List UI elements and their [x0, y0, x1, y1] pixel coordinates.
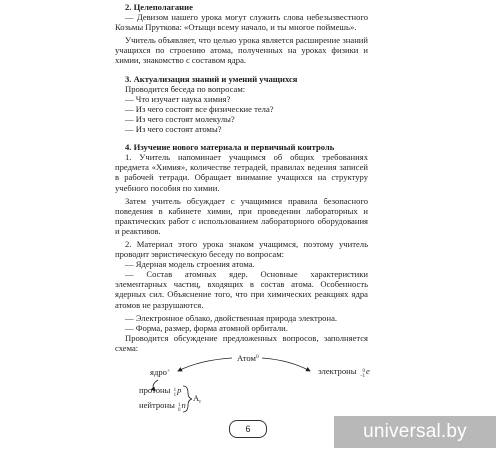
section-2-heading: 2. Целеполагание	[125, 2, 193, 12]
watermark: universal.by	[334, 416, 496, 448]
neutrons-label: нейтроны 1 0n	[139, 400, 186, 413]
topic-item: — Ядерная модель строения атома.	[125, 259, 255, 270]
topic-item: — Форма, размер, форма атомной орбитали.	[125, 322, 288, 333]
electrons-label: электроны 0 −1e	[318, 366, 370, 379]
atom-label: Атом$^0$	[237, 353, 259, 363]
question-item: — Из чего состоят атомы?	[125, 124, 222, 135]
arrow-to-nucleus	[178, 358, 232, 371]
page-number: 6	[229, 420, 267, 438]
section-4-paragraph-1: 1. Учитель напоминает учащимся об общих требованиях предмета «Химия», количестве тетрадей, правилах ведения записей в рабочей тетради. Обращает внимание учащихся на структуру учебного пособия по химии.	[115, 152, 368, 193]
section-3-heading: 3. Актуализация знаний и умений учащихся	[125, 73, 298, 84]
nucleus-label: ядро+	[150, 367, 171, 377]
section-4-heading: 4. Изучение нового материала и первичный контроль	[125, 142, 335, 153]
section-3-intro: Проводится беседа по вопросам:	[125, 83, 246, 94]
section-4-paragraph-4: Проводится обсуждение предложенных вопросов, заполняется схема:	[115, 332, 368, 353]
section-4-paragraph-3: 2. Материал этого урока знаком учащимся, поэтому учитель проводит эвристическую беседу по вопросам:	[115, 238, 368, 260]
question-item: — Из чего состоят молекулы?	[125, 113, 235, 124]
relative-mass-label: $A_r$	[193, 393, 202, 405]
section-4-paragraph-2: Затем учитель обсуждает с учащимися правила безопасного поведения в кабинете химии, при проведении лабораторных и практических работ с использованием лабораторного оборудования и реактивов.	[115, 195, 368, 236]
topic-item: — Состав атомных ядер. Основные характеристики элементарных частиц, входящих в состав атома. Особенность ядерных сил. Объяснение того, что при химических реакциях ядра атомов не разрушаются.	[115, 269, 368, 310]
protons-label: протоны 1 1p	[139, 385, 182, 398]
topic-item: — Электронное облако, двойственная природа электрона.	[125, 312, 338, 323]
arrow-to-electrons	[262, 358, 310, 371]
question-item: — Что изучает наука химия?	[125, 93, 231, 104]
question-item: — Из чего состоят все физические тела?	[125, 103, 274, 114]
section-2-paragraph-1: — Девизом нашего урока могут служить слова небезызвестного Козьмы Пруткова: «Отыщи всему начало, и ты многое поймешь».	[115, 12, 368, 33]
section-2-paragraph-2: Учитель объявляет, что целью урока является расширение знаний учащихся по строению атома, полученных на уроках физики и химии, знакомство с составом ядра.	[115, 35, 368, 66]
